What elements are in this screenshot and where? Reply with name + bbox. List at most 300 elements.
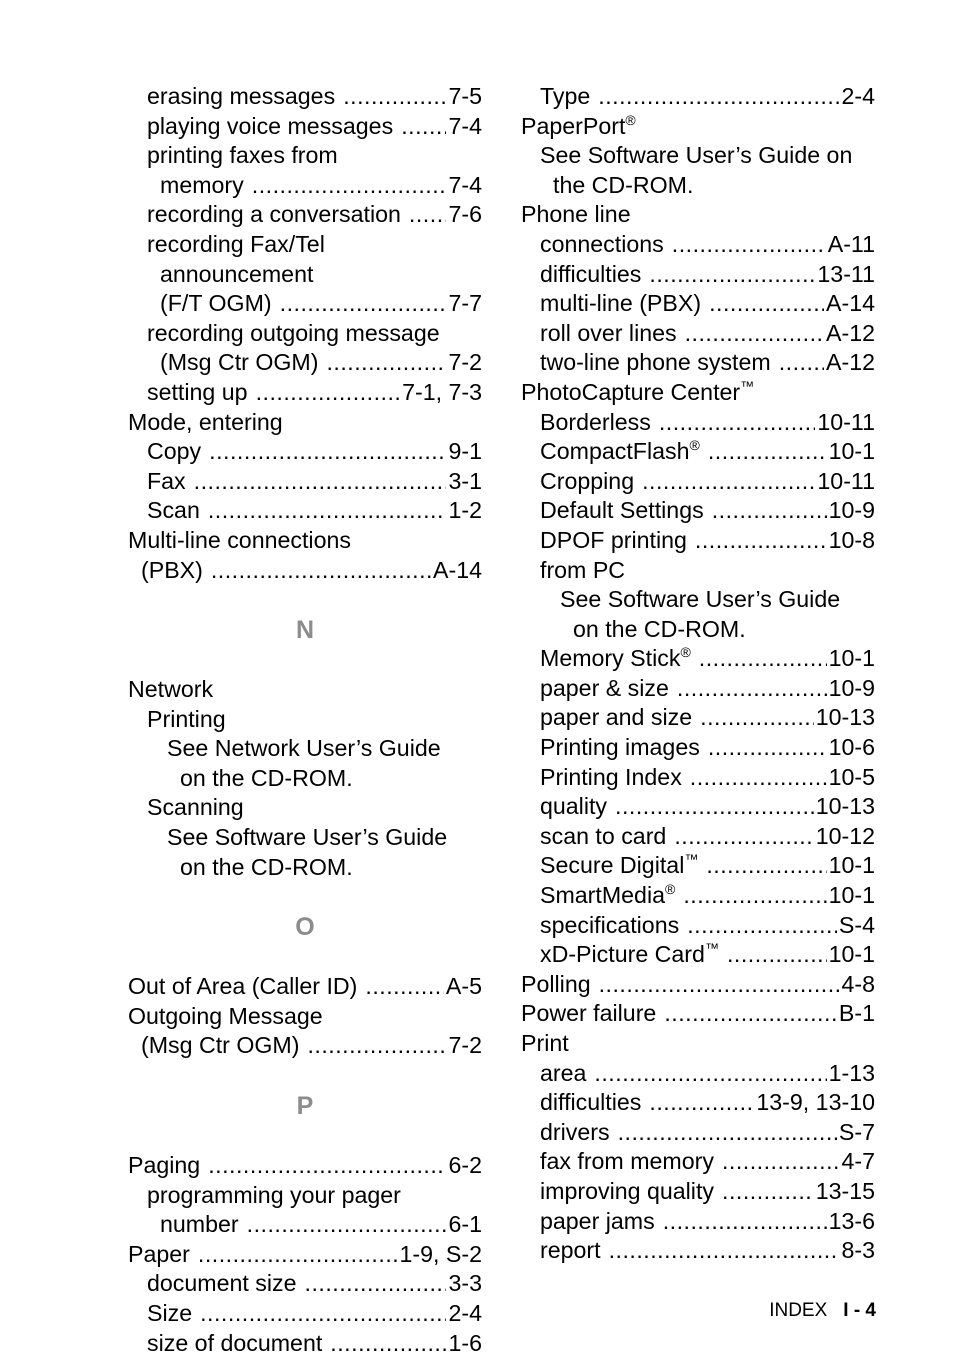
- index-page-ref: 13-11: [817, 260, 875, 287]
- index-term: [540, 556, 625, 586]
- index-entry: [128, 1269, 482, 1299]
- dot-leader: [709, 289, 824, 319]
- index-page-ref: 10-5: [828, 763, 875, 790]
- footer-label: INDEX: [769, 1300, 828, 1321]
- index-term-text: (Msg Ctr OGM): [160, 349, 319, 376]
- index-term-text: specifications: [540, 911, 680, 938]
- index-term: [141, 556, 203, 586]
- index-term-text: Printing images: [540, 734, 700, 761]
- index-term: [540, 82, 590, 112]
- index-term-text: programming your pager: [147, 1181, 401, 1208]
- index-term-text: Type: [540, 83, 591, 109]
- dot-leader: [401, 112, 446, 142]
- index-column-right: [521, 82, 875, 1266]
- index-term-text: Size: [147, 1300, 193, 1326]
- index-term: [521, 970, 591, 1000]
- dot-leader: [307, 1031, 446, 1061]
- trademark-mark: ®: [689, 437, 700, 454]
- index-term: [540, 763, 682, 793]
- dot-leader: [365, 972, 444, 1002]
- index-term-text: setting up: [147, 378, 248, 405]
- index-term: [180, 764, 353, 794]
- index-entry: [128, 1299, 482, 1329]
- index-entry: [128, 1181, 482, 1211]
- index-term: [540, 1207, 655, 1237]
- dot-leader: [649, 260, 815, 290]
- index-term: [521, 999, 656, 1029]
- index-entry: [521, 881, 875, 911]
- dot-leader: [683, 881, 826, 911]
- index-entry: [128, 1002, 482, 1032]
- index-term-text: document size: [147, 1270, 297, 1297]
- dot-leader: [722, 1147, 840, 1177]
- index-page-ref: 2-4: [448, 1300, 482, 1326]
- index-term-text: Power failure: [521, 1000, 657, 1027]
- index-term: [147, 1269, 297, 1299]
- index-page-ref: A-14: [433, 556, 482, 583]
- index-term-text: from PC: [540, 556, 626, 583]
- index-entry: [521, 585, 875, 615]
- dot-leader: [695, 526, 827, 556]
- index-page-ref: 10-1: [828, 941, 875, 968]
- index-entry: [521, 851, 875, 881]
- index-entry: [521, 763, 875, 793]
- index-term: [147, 319, 440, 349]
- index-entry: [521, 970, 875, 1000]
- index-term: [540, 822, 666, 852]
- dot-leader: [690, 763, 827, 793]
- index-term-text: Phone line: [521, 201, 631, 228]
- index-entry: [521, 496, 875, 526]
- index-term-text: erasing messages: [147, 83, 336, 109]
- index-entry: [521, 1059, 875, 1089]
- index-entry: [128, 853, 482, 883]
- dot-leader: [211, 556, 431, 586]
- index-entry: [128, 319, 482, 349]
- index-term: [521, 112, 636, 142]
- index-term-text: playing voice messages: [147, 112, 394, 139]
- index-entry: [521, 141, 875, 171]
- index-term: [540, 526, 687, 556]
- dot-leader: [659, 408, 816, 438]
- index-term-text: quality: [540, 793, 608, 820]
- index-term-text: Secure Digital: [540, 852, 685, 879]
- index-term: [147, 1299, 192, 1329]
- dot-leader: [208, 1151, 446, 1181]
- index-term: [128, 526, 351, 556]
- index-page-ref: 10-1: [828, 882, 875, 909]
- index-entry: [128, 1031, 482, 1061]
- index-page-ref: S-7: [838, 1118, 875, 1145]
- index-term-text: announcement: [160, 260, 314, 287]
- index-entry: [521, 230, 875, 260]
- index-term: [540, 911, 679, 941]
- index-term: [540, 703, 692, 733]
- dot-leader: [200, 1299, 446, 1329]
- index-term: [160, 289, 272, 319]
- index-term-text: (F/T OGM): [160, 290, 272, 317]
- index-entry: [128, 1151, 482, 1181]
- index-term: [160, 1210, 239, 1240]
- index-entry: [128, 496, 482, 526]
- trademark-mark: ™: [704, 940, 719, 957]
- dot-leader: [326, 348, 446, 378]
- index-term-text: scan to card: [540, 822, 667, 849]
- page-number: I - 4: [843, 1300, 876, 1321]
- index-entry: [128, 141, 482, 171]
- index-entry: [521, 112, 875, 142]
- index-term-text: size of document: [147, 1329, 323, 1356]
- index-term-text: paper & size: [540, 674, 669, 701]
- index-term: [540, 348, 771, 378]
- index-entry: [521, 999, 875, 1029]
- index-term-text: CompactFlash: [540, 438, 690, 465]
- index-term-text: See Software User’s Guide: [167, 824, 448, 851]
- page-footer: [700, 1300, 876, 1322]
- dot-leader: [594, 1059, 826, 1089]
- index-term-text: recording Fax/Tel: [147, 230, 325, 257]
- index-term: [540, 1118, 610, 1148]
- dot-leader: [649, 1088, 754, 1118]
- index-term-text: Borderless: [540, 408, 651, 435]
- index-page-ref: 10-11: [817, 408, 875, 435]
- index-term-text: DPOF printing: [540, 526, 687, 553]
- index-term: [160, 260, 313, 290]
- index-term: [540, 792, 607, 822]
- index-entry: [521, 1118, 875, 1148]
- index-entry: [128, 764, 482, 794]
- index-term-text: Network: [128, 676, 214, 703]
- index-page-ref: 6-2: [448, 1152, 482, 1179]
- index-term-text: number: [160, 1211, 239, 1238]
- index-entry: [521, 703, 875, 733]
- index-page-ref: 10-13: [815, 704, 875, 731]
- index-term-text: memory: [160, 171, 244, 198]
- index-entry: [128, 972, 482, 1002]
- index-page-ref: 6-1: [448, 1211, 482, 1238]
- index-entry: [521, 940, 875, 970]
- index-entry: [521, 171, 875, 201]
- index-term: [147, 1329, 322, 1358]
- index-term-text: Multi-line connections: [128, 526, 351, 553]
- dot-leader: [712, 496, 827, 526]
- index-term-text: Polling: [521, 970, 591, 997]
- index-entry: [521, 526, 875, 556]
- index-entry: [521, 260, 875, 290]
- index-term: [540, 1177, 714, 1207]
- index-term: [147, 200, 401, 230]
- index-page-ref: 10-1: [828, 852, 875, 879]
- index-term: [147, 230, 325, 260]
- index-term: [540, 289, 701, 319]
- index-entry: [128, 378, 482, 408]
- index-term: [180, 853, 353, 883]
- index-page-ref: 3-1: [448, 467, 482, 494]
- index-page-ref: 7-4: [448, 171, 482, 198]
- trademark-mark: ®: [625, 111, 636, 128]
- index-term: [540, 1147, 714, 1177]
- index-term: [160, 348, 318, 378]
- index-entry: [128, 348, 482, 378]
- index-page-ref: A-5: [445, 973, 482, 1000]
- index-page-ref: 10-9: [828, 674, 875, 701]
- index-term-text: xD-Picture Card: [540, 941, 705, 968]
- index-page-ref: 9-1: [448, 438, 482, 465]
- index-entry: [521, 378, 875, 408]
- index-page-ref: 10-11: [817, 467, 875, 494]
- index-term-text: Printing: [147, 705, 226, 732]
- index-term-text: drivers: [540, 1118, 610, 1145]
- index-term-text: on the CD-ROM.: [573, 615, 746, 642]
- index-term-text: on the CD-ROM.: [180, 853, 353, 880]
- index-term: [147, 82, 335, 112]
- index-page-ref: 1-13: [828, 1059, 875, 1086]
- index-term-text: roll over lines: [540, 319, 677, 346]
- dot-leader: [674, 822, 813, 852]
- index-entry: [521, 437, 875, 467]
- index-term-text: recording a conversation: [147, 201, 401, 228]
- dot-leader: [615, 792, 814, 822]
- index-term: [521, 378, 754, 408]
- index-term-text: Default Settings: [540, 497, 704, 524]
- index-page-ref: B-1: [838, 1000, 875, 1027]
- dot-leader: [599, 970, 840, 1000]
- dot-leader: [685, 319, 824, 349]
- dot-leader: [677, 674, 827, 704]
- index-page-ref: 7-2: [448, 349, 482, 376]
- index-term: [147, 467, 186, 497]
- index-term: [128, 1002, 323, 1032]
- index-page-ref: 7-4: [448, 112, 482, 139]
- dot-leader: [664, 999, 837, 1029]
- index-entry: [128, 1210, 482, 1240]
- index-entry: [128, 467, 482, 497]
- index-term: [540, 467, 634, 497]
- index-term-text: Paper: [128, 1240, 190, 1267]
- dot-leader: [663, 1207, 827, 1237]
- index-page-ref: 10-8: [828, 526, 875, 553]
- index-term: [540, 851, 698, 881]
- index-page-ref: 7-5: [448, 83, 482, 109]
- index-term-text: Mode, entering: [128, 408, 283, 435]
- index-term-text: Printing Index: [540, 763, 682, 790]
- index-term: [147, 793, 244, 823]
- dot-leader: [687, 911, 837, 941]
- index-entry: [128, 200, 482, 230]
- index-term-text: Print: [521, 1030, 569, 1056]
- index-term: [147, 496, 200, 526]
- index-term: [573, 615, 746, 645]
- index-term-text: recording outgoing message: [147, 319, 440, 346]
- index-term-text: Cropping: [540, 467, 635, 494]
- index-page-ref: 10-6: [828, 734, 875, 761]
- index-term: [540, 1059, 586, 1089]
- index-entry: [521, 615, 875, 645]
- index-column-left: [128, 82, 482, 1358]
- index-term-text: paper jams: [540, 1207, 655, 1234]
- dot-leader: [727, 940, 827, 970]
- index-term: [147, 705, 226, 735]
- index-entry: [521, 1207, 875, 1237]
- index-term: [540, 1236, 601, 1266]
- dot-leader: [208, 496, 447, 526]
- index-term-text: printing faxes from: [147, 142, 338, 169]
- index-page-ref: A-12: [826, 319, 875, 346]
- dot-leader: [609, 1236, 840, 1266]
- index-entry: [128, 705, 482, 735]
- index-term-text: connections: [540, 230, 664, 257]
- index-term-text: multi-line (PBX): [540, 290, 702, 317]
- index-term-text: PhotoCapture Center: [521, 378, 741, 405]
- index-term-text: paper and size: [540, 704, 693, 731]
- index-term-text: Out of Area (Caller ID): [128, 973, 358, 1000]
- dot-leader: [209, 437, 446, 467]
- index-term: [160, 171, 244, 201]
- dot-leader: [598, 82, 839, 112]
- index-entry: [521, 674, 875, 704]
- index-page-ref: A-12: [826, 349, 875, 376]
- index-term: [540, 408, 651, 438]
- index-term: [540, 260, 641, 290]
- index-term-text: two-line phone system: [540, 349, 771, 376]
- index-term: [147, 437, 201, 467]
- index-entry: [521, 289, 875, 319]
- index-term-text: See Network User’s Guide: [167, 735, 441, 762]
- index-entry: [521, 911, 875, 941]
- index-page-ref: 7-1, 7-3: [402, 378, 482, 405]
- trademark-mark: ™: [740, 377, 755, 394]
- index-page-ref: 13-15: [815, 1177, 875, 1204]
- trademark-mark: ®: [680, 644, 691, 661]
- index-page-ref: 4-7: [841, 1148, 875, 1175]
- index-page-ref: S-4: [838, 911, 875, 938]
- index-term-text: area: [540, 1059, 587, 1086]
- index-term: [540, 644, 691, 674]
- index-term-text: (Msg Ctr OGM): [141, 1032, 300, 1059]
- index-term-text: Outgoing Message: [128, 1002, 323, 1029]
- index-term-text: Paging: [128, 1152, 201, 1179]
- index-term: [540, 141, 852, 171]
- index-entry: [128, 793, 482, 823]
- index-page-ref: 10-13: [815, 793, 875, 820]
- index-term-text: the CD-ROM.: [553, 171, 694, 198]
- index-page-ref: 10-1: [828, 645, 875, 672]
- dot-leader: [672, 230, 826, 260]
- index-term: [128, 1240, 190, 1270]
- index-section-letter: N: [295, 616, 315, 645]
- index-page-ref: 8-3: [841, 1237, 875, 1264]
- index-term: [128, 675, 213, 705]
- index-term: [167, 823, 447, 853]
- index-entry: [128, 526, 482, 556]
- index-section-letter: O: [295, 913, 315, 942]
- dot-leader: [618, 1118, 837, 1148]
- index-term: [540, 230, 664, 260]
- index-entry: [128, 734, 482, 764]
- index-entry: [128, 82, 482, 112]
- index-term: [147, 112, 393, 142]
- dot-leader: [642, 467, 815, 497]
- index-term-text: Fax: [147, 467, 186, 494]
- dot-leader: [779, 348, 824, 378]
- index-term-text: SmartMedia: [540, 882, 665, 909]
- index-entry: [128, 556, 482, 586]
- index-term: [553, 171, 693, 201]
- index-section-letter: P: [296, 1092, 314, 1121]
- index-term: [540, 496, 704, 526]
- index-term-text: Memory Stick: [540, 645, 681, 672]
- index-term-text: on the CD-ROM.: [180, 764, 353, 791]
- index-term: [167, 734, 441, 764]
- dot-leader: [280, 289, 447, 319]
- dot-leader: [330, 1329, 446, 1358]
- index-term: [128, 1151, 200, 1181]
- dot-leader: [256, 378, 401, 408]
- dot-leader: [700, 703, 814, 733]
- index-entry: [521, 1029, 875, 1059]
- index-term-text: Scanning: [147, 794, 244, 821]
- index-entry: [521, 1236, 875, 1266]
- index-page-ref: 10-1: [828, 438, 875, 465]
- index-entry: [128, 289, 482, 319]
- dot-leader: [722, 1177, 814, 1207]
- index-entry: [521, 348, 875, 378]
- index-term-text: Scan: [147, 497, 200, 524]
- index-page-ref: 13-6: [828, 1207, 875, 1234]
- index-entry: [521, 792, 875, 822]
- dot-leader: [252, 171, 447, 201]
- index-term-text: report: [540, 1237, 601, 1264]
- index-term: [540, 940, 719, 970]
- index-entry: [521, 1088, 875, 1118]
- index-term-text: difficulties: [540, 1089, 642, 1116]
- index-term: [540, 319, 677, 349]
- index-term: [147, 141, 338, 171]
- index-page-ref: 3-3: [448, 1270, 482, 1297]
- dot-leader: [706, 851, 826, 881]
- index-term: [128, 408, 283, 438]
- index-term: [147, 378, 248, 408]
- index-entry: [521, 822, 875, 852]
- index-page-ref: 1-6: [448, 1329, 482, 1356]
- index-page-ref: 2-4: [841, 83, 875, 109]
- index-term: [540, 733, 700, 763]
- trademark-mark: ®: [665, 881, 676, 898]
- index-entry: [128, 112, 482, 142]
- index-entry: [128, 437, 482, 467]
- dot-leader: [198, 1240, 398, 1270]
- index-term: [147, 1181, 401, 1211]
- index-entry: [128, 230, 482, 260]
- index-page-ref: 10-9: [828, 497, 875, 524]
- index-term: [540, 1088, 641, 1118]
- index-entry: [521, 556, 875, 586]
- index-page-ref: 7-6: [448, 201, 482, 228]
- index-page-ref: 7-7: [448, 290, 482, 317]
- index-term-text: Copy: [147, 438, 202, 465]
- index-page-ref: A-11: [827, 230, 875, 257]
- index-page-ref: 7-2: [448, 1032, 482, 1059]
- dot-leader: [409, 200, 447, 230]
- index-term: [560, 585, 840, 615]
- index-entry: [521, 319, 875, 349]
- dot-leader: [194, 467, 447, 497]
- index-term: [540, 881, 675, 911]
- index-entry: [521, 644, 875, 674]
- index-term-text: (PBX): [141, 556, 203, 583]
- index-term-text: difficulties: [540, 260, 642, 287]
- index-entry: [521, 82, 875, 112]
